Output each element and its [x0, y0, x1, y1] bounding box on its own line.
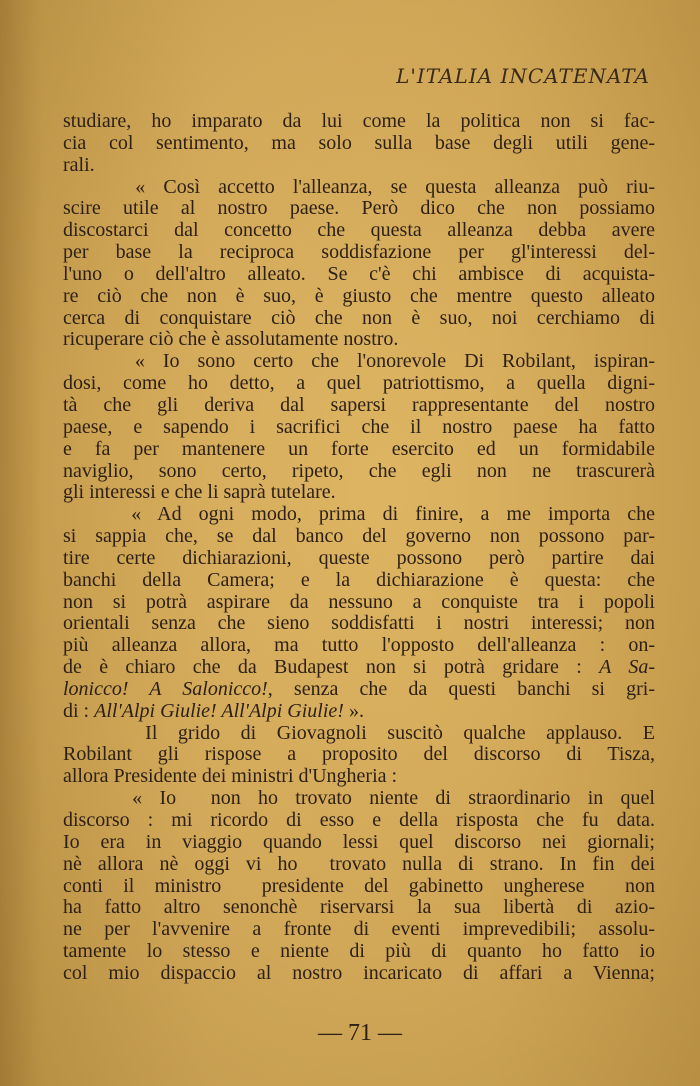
line-text: rali. — [63, 153, 95, 176]
text-line — [63, 329, 655, 351]
text-line — [63, 526, 655, 548]
line-text: orientali senza che sieno soddisfatti i nostri interessi; non — [63, 612, 655, 635]
text-line — [63, 220, 655, 242]
text-line — [63, 613, 655, 635]
line-text: allora Presidente dei ministri d'Ungheria : — [63, 765, 398, 788]
text-line — [63, 701, 655, 723]
text-line — [63, 897, 655, 919]
text-line — [63, 679, 655, 701]
text-line — [63, 941, 655, 963]
running-head: L'ITALIA INCATENATA — [396, 64, 650, 88]
line-text: banchi della Camera; e la dichiarazione è questa: che — [63, 568, 655, 591]
line-text: Robilant gli rispose a proposito del discorso di Tisza, — [63, 743, 655, 766]
text-line — [63, 919, 655, 941]
line-text: di : — [63, 699, 95, 722]
line-text: si sappia che, se dal banco del governo non possono par- — [63, 525, 655, 548]
line-text: non si potrà aspirare da nessuno a conquiste tra i popoli — [63, 590, 655, 613]
text-line — [63, 876, 655, 898]
italic-text: lonicco! A Salonicco! — [63, 677, 268, 700]
line-text: tà che gli deriva dal sapersi rappresentante del nostro — [63, 393, 655, 416]
text-line — [63, 111, 655, 133]
text-line — [63, 744, 655, 766]
line-text: studiare, ho imparato da lui come la politica non si fac- — [63, 110, 655, 132]
text-line — [63, 373, 655, 395]
text-line — [63, 482, 655, 504]
text-line — [63, 592, 655, 614]
line-text: « Io non ho trovato niente di straordinario in quel — [63, 787, 655, 810]
line-text: ha fatto altro senonchè riservarsi la sua libertà di azio- — [63, 896, 655, 919]
line-text: discostarci dal concetto che questa alleanza debba avere — [63, 219, 655, 242]
body-text — [63, 111, 655, 985]
text-line — [63, 242, 655, 264]
text-line — [63, 832, 655, 854]
line-text: cerca di conquistare ciò che non è suo, noi cerchiamo di — [63, 306, 655, 329]
text-line — [63, 417, 655, 439]
line-text: « Così accetto l'alleanza, se questa alleanza può riu- — [63, 175, 655, 198]
text-line — [63, 766, 655, 788]
line-text: nè allora nè oggi vi ho trovato nulla di strano. In fin dei — [63, 852, 655, 875]
line-text: l'uno o dell'altro alleato. Se c'è chi ambisce di acquista- — [63, 262, 655, 285]
text-line — [63, 133, 655, 155]
line-text: discorso : mi ricordo di esso e della risposta che fu data. — [63, 809, 655, 831]
line-text: dosi, come ho detto, a quel patriottismo, a quella digni- — [63, 372, 655, 395]
text-line — [63, 788, 655, 810]
line-text: e fa per mantenere un forte esercito ed un formidabile — [63, 437, 655, 460]
line-text: naviglio, sono certo, ripeto, che egli non ne trascurerà — [63, 459, 655, 482]
line-text: cia col sentimento, ma solo sulla base degli utili gene- — [63, 131, 655, 154]
text-line — [63, 635, 655, 657]
text-line — [63, 723, 655, 745]
text-line — [63, 963, 655, 985]
line-text: conti il ministro presidente del gabinetto ungherese non — [63, 874, 655, 897]
line-text: Io era in viaggio quando lessi quel discorso nei giornali; — [63, 830, 655, 853]
text-line — [63, 308, 655, 330]
text-line — [63, 177, 655, 199]
text-line — [63, 854, 655, 876]
text-line — [63, 264, 655, 286]
text-line — [63, 504, 655, 526]
text-line — [63, 570, 655, 592]
text-line — [63, 395, 655, 417]
line-text: ». — [343, 699, 364, 722]
line-text: ne per l'avvenire a fronte di eventi imprevedibili; assolu- — [63, 918, 655, 941]
text-line — [63, 286, 655, 308]
line-text: tamente lo stesso e niente di più di quanto ho fatto io — [63, 940, 655, 963]
line-text: re ciò che non è suo, è giusto che mentre questo alleato — [63, 284, 655, 307]
italic-text: A Sa- — [599, 656, 655, 679]
page-number: — 71 — — [318, 1020, 402, 1046]
line-text: scire utile al nostro paese. Però dico che non possiamo — [63, 197, 655, 220]
italic-text: All'Alpi Giulie! All'Alpi Giulie! — [94, 699, 344, 722]
line-text: « Ad ogni modo, prima di finire, a me importa che — [63, 503, 655, 526]
text-line — [63, 198, 655, 220]
line-text: , senza che da questi banchi si gri- — [267, 677, 655, 700]
text-line — [63, 657, 655, 679]
line-text: Il grido di Giovagnoli suscitò qualche applauso. E — [63, 721, 655, 744]
line-text: paese, e sapendo i sacrifici che il nostro paese ha fatto — [63, 415, 655, 438]
line-text: ricuperare ciò che è assolutamente nostro. — [63, 328, 399, 351]
text-line — [63, 439, 655, 461]
text-line — [63, 810, 655, 832]
text-line — [63, 351, 655, 373]
line-text: tire certe dichiarazioni, queste possono però partire dai — [63, 546, 655, 569]
line-text: « Io sono certo che l'onorevole Di Robilant, ispiran- — [63, 350, 655, 373]
text-line — [63, 548, 655, 570]
line-text: più alleanza allora, ma tutto l'opposto dell'alleanza : on- — [63, 634, 655, 657]
line-text: de è chiaro che da Budapest non si potrà gridare : — [63, 656, 600, 679]
line-text: gli interessi e che li saprà tutelare. — [63, 481, 336, 504]
line-text: per base la reciproca soddisfazione per gl'interessi del- — [63, 241, 655, 264]
line-text: col mio dispaccio al nostro incaricato di affari a Vienna; — [63, 961, 655, 984]
text-line — [63, 155, 655, 177]
text-line — [63, 461, 655, 483]
